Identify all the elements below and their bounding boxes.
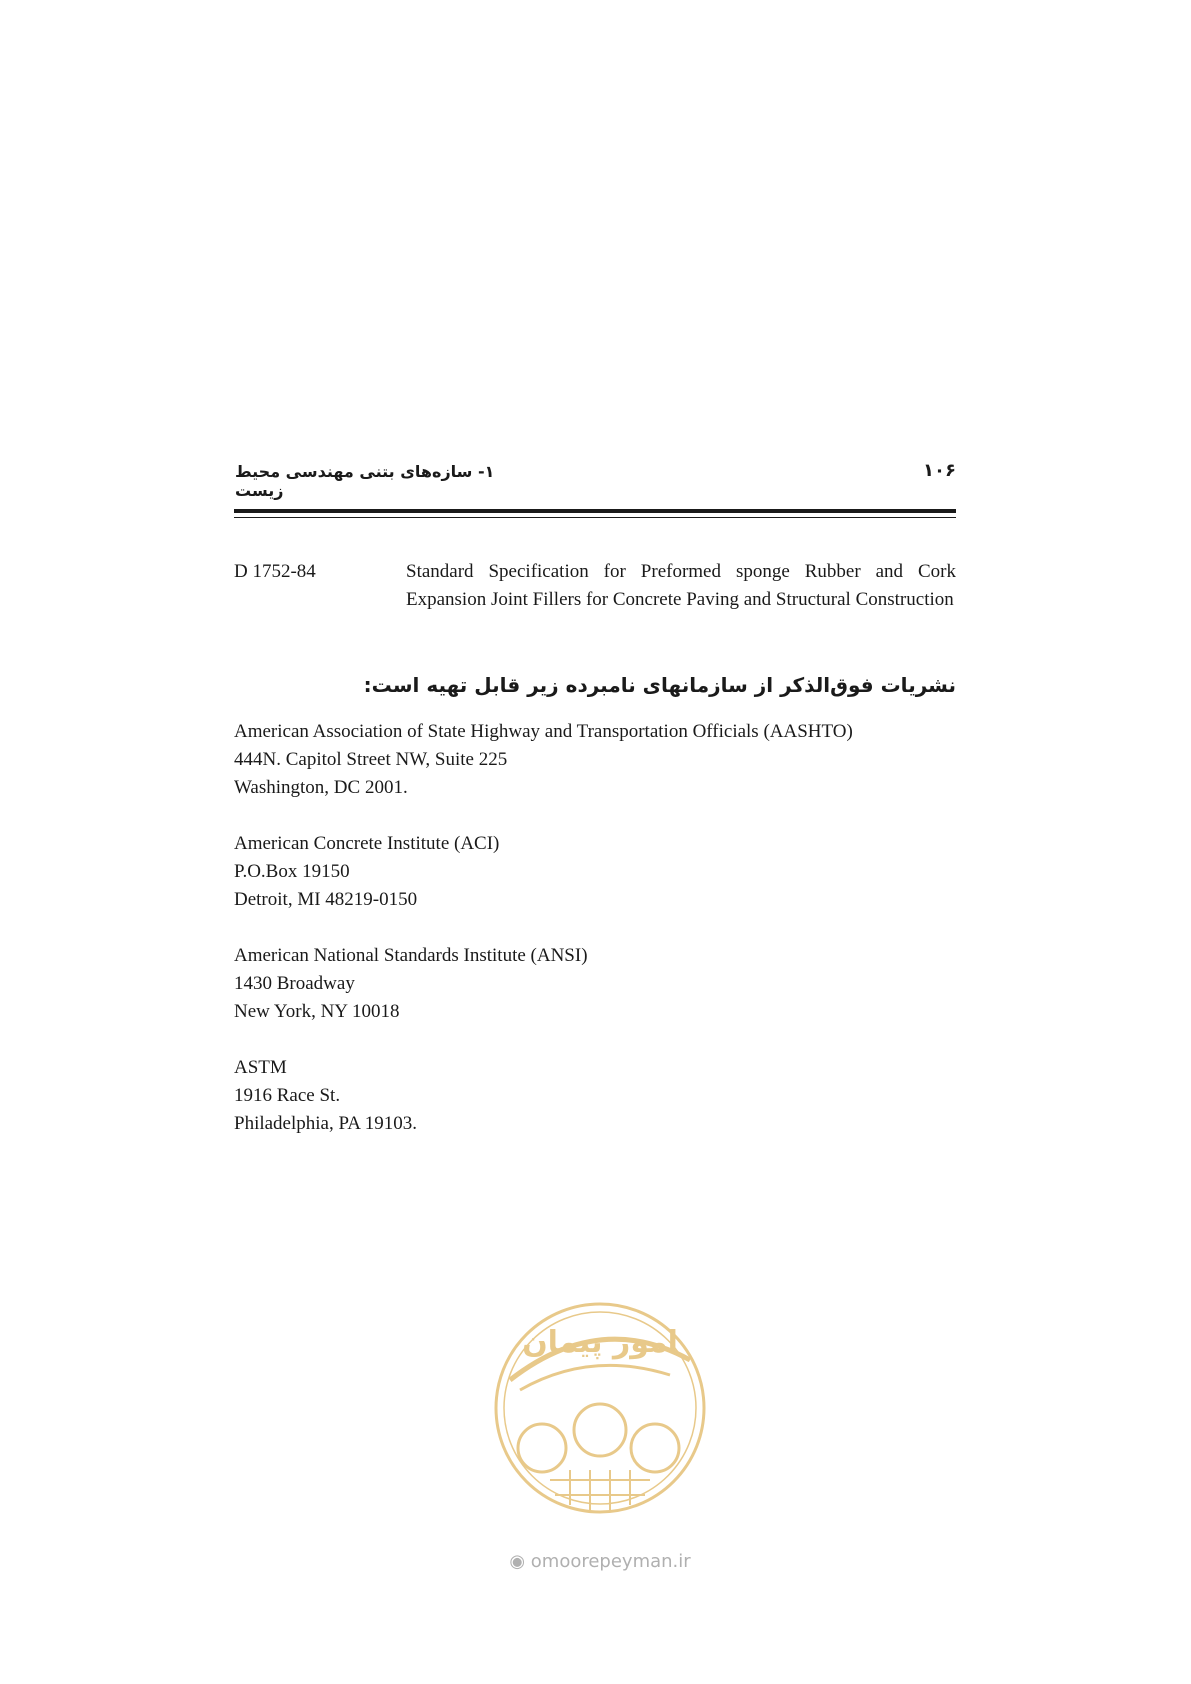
organization-city: Washington, DC 2001. (234, 777, 408, 798)
organization-city: New York, NY 10018 (234, 1001, 400, 1022)
spec-code: D 1752-84 (234, 561, 316, 582)
organization-name: ASTM (234, 1057, 287, 1078)
organization-block (234, 942, 956, 1026)
spec-description: Standard Specification for Preformed sponge Rubber and Cork Expansion Joint Fillers for Concrete Paving and Structural Construction (406, 561, 956, 610)
page-number: ۱۰۶ (923, 460, 956, 481)
organization-name: American Association of State Highway and Transportation Officials (AASHTO) (234, 721, 853, 742)
running-header-title: ۱- سازه‌های بتنی مهندسی محیط زیست (235, 462, 495, 500)
organization-address: 1430 Broadway (234, 973, 355, 994)
organization-address: P.O.Box 19150 (234, 861, 350, 882)
organization-name: American National Standards Institute (ANSI) (234, 945, 588, 966)
organization-address: 444N. Capitol Street NW, Suite 225 (234, 749, 508, 770)
organization-address: 1916 Race St. (234, 1085, 341, 1106)
header-rule-thin (234, 517, 956, 518)
globe-icon: ◉ (509, 1551, 526, 1572)
organization-block (234, 830, 956, 914)
header-rule-thick (234, 509, 956, 513)
availability-note: نشریات فوق‌الذکر از سازمانهای نامبرده زیر قابل تهیه است: (363, 673, 956, 697)
watermark-logo-text: امور پیمان (522, 1325, 678, 1360)
organization-block (234, 1054, 956, 1138)
organization-name: American Concrete Institute (ACI) (234, 833, 500, 854)
watermark-site (490, 1551, 710, 1572)
organization-city: Detroit, MI 48219-0150 (234, 889, 418, 910)
organization-block (234, 718, 956, 802)
organization-city: Philadelphia, PA 19103. (234, 1113, 417, 1134)
watermark-site-text: omoorepeyman.ir (530, 1551, 691, 1572)
watermark-logo-icon (490, 1290, 710, 1530)
